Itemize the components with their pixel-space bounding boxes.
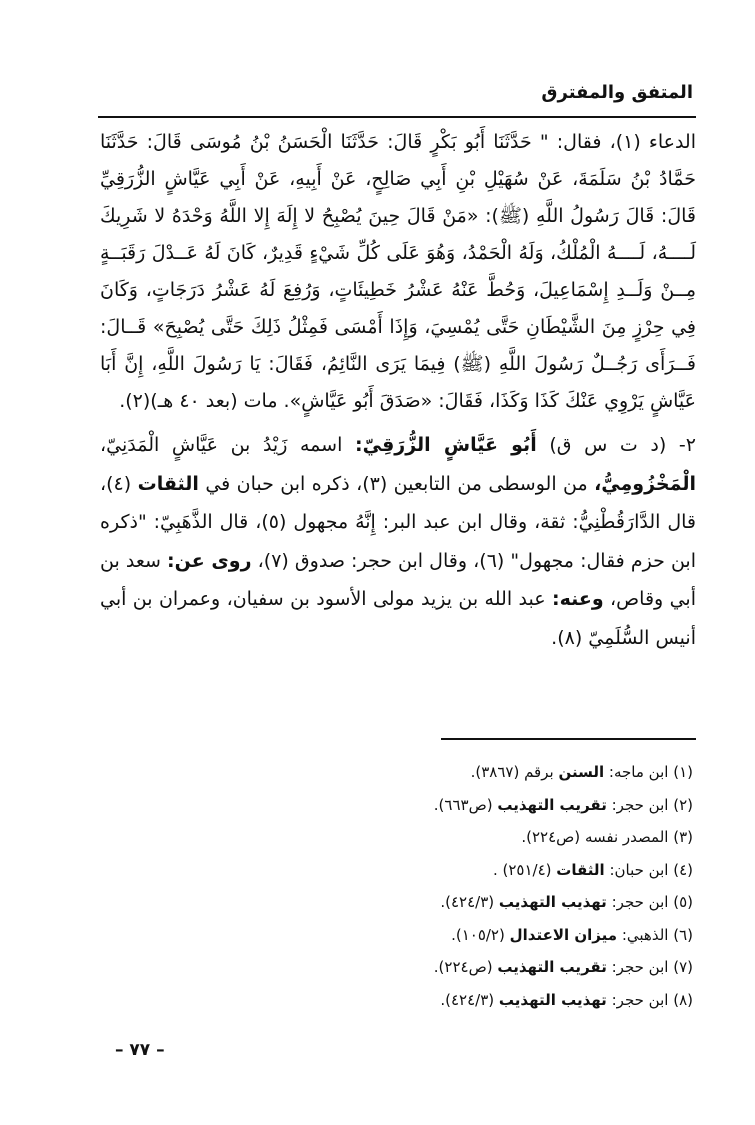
footnote-item: (٦) الذهبي: ميزان الاعتدال (١٠٥/٢). bbox=[451, 925, 693, 944]
footnote-item: (٢) ابن حجر: تقريب التهذيب (ص٦٦٣). bbox=[433, 795, 693, 814]
footnote-item: (٤) ابن حبان: الثقات (٢٥١/٤) . bbox=[492, 860, 693, 879]
running-header: المتفق والمفترق bbox=[541, 82, 693, 103]
page-number: – ٧٧ – bbox=[115, 1040, 165, 1060]
bio-text-1: اسمه زَيْدُ بن عَيَّاشٍ الْمَدَنِيّ، bbox=[100, 434, 343, 456]
hadith-paragraph: الدعاء (١)، فقال: " حَدَّثَنَا أَبُو بَكْرٍ قَالَ: حَدَّثَنَا الْحَسَنُ بْنُ مُوسَى قَالَ: حَدَّثَنَا حَمَّادُ بْنُ سَلَمَةَ، عَنْ سُهَيْلِ بْنِ أَبِي صَالِحٍ، عَنْ أَبِيهِ، عَنْ أَبِي عَيَّاشٍ الزُّرَقِيِّ قَالَ: قَالَ رَسُولُ اللَّهِ (ﷺ): «مَنْ قَالَ حِينَ يُصْبِحُ لا إِلَهَ إِلا اللَّهُ وَحْدَهُ لا شَرِيكَ لَــــهُ، لَــــهُ الْمُلْكُ، وَلَهُ الْحَمْدُ، وَهُوَ عَلَى كُلِّ شَيْءٍ قَدِيرٌ، كَانَ لَهُ عَــدْلَ رَقَبَــةٍ مِــنْ وَلَــدِ إِسْمَاعِيلَ، وَحُطَّ عَنْهُ عَشْرُ خَطِيئَاتٍ، وَرُفِعَ لَهُ عَشْرُ دَرَجَاتٍ، وَكَانَ فِي حِرْزٍ مِنَ الشَّيْطَانِ حَتَّى يُمْسِيَ، وَإِذَا أَمْسَى فَمِثْلُ ذَلِكَ حَتَّى يُصْبِحَ» قَــالَ: فَــرَأَى رَجُــلٌ رَسُولَ اللَّهِ (ﷺ) فِيمَا يَرَى النَّائِمُ، فَقَالَ: يَا رَسُولَ اللَّهِ، إِنَّ أَبَا عَيَّاشٍ يَرْوِي عَنْكَ كَذَا وَكَذَا، فَقَالَ: «صَدَقَ أَبُو عَيَّاشٍ». مات (بعد ٤٠ هـ)(٢). bbox=[100, 131, 696, 412]
footnotes bbox=[133, 756, 693, 1016]
bio-text-2: من الوسطى من التابعين (٣)، ذكره ابن حبان في bbox=[205, 472, 588, 495]
bio-text-3: (٤)، قال الدَّارَقُطْنِيُّ: ثقة، وقال ابن عبد البر: إِنَّهُ مجهول (٥)، قال الذَّهَبِيّ: "ذكره ابن حزم فقال: مجهول" (٦)، وقال ابن حجر: صدوق (٧)، bbox=[100, 472, 697, 572]
narrators-label: وعنه: bbox=[551, 588, 604, 610]
narrator-nisba: الْمَخْزُومِيُّ، bbox=[594, 472, 696, 495]
footnote-item: (١) ابن ماجه: السنن برقم (٣٨٦٧). bbox=[470, 763, 693, 781]
footnote-item: (٣) المصدر نفسه (ص٢٢٤). bbox=[521, 828, 693, 846]
narrators: عبد الله بن يزيد مولى الأسود بن سفيان، وعمران بن أبي أنيس السُّلَمِيّ (٨). bbox=[100, 588, 696, 649]
header-rule bbox=[98, 116, 696, 118]
main-text bbox=[100, 124, 696, 657]
footnote-item: (٥) ابن حجر: تهذيب التهذيب (٤٢٤/٣). bbox=[440, 893, 693, 911]
footnote-separator bbox=[441, 738, 696, 740]
footnote-item: (٧) ابن حجر: تقريب التهذيب (ص٢٢٤). bbox=[433, 958, 693, 976]
narrated-from: سعد بن أبي وقاص، bbox=[100, 549, 696, 610]
book-title-thiqat: الثقات bbox=[137, 472, 199, 495]
narrated-from-label: روى عن: bbox=[167, 549, 252, 572]
narrator-name: أَبُو عَيَّاشٍ الزُّرَقِيّ: bbox=[355, 434, 537, 456]
narrator-biography bbox=[100, 426, 696, 657]
entry-number: ٢- (د ت س ق) bbox=[549, 434, 696, 456]
footnote-item: (٨) ابن حجر: تهذيب التهذيب (٤٢٤/٣). bbox=[440, 990, 693, 1009]
